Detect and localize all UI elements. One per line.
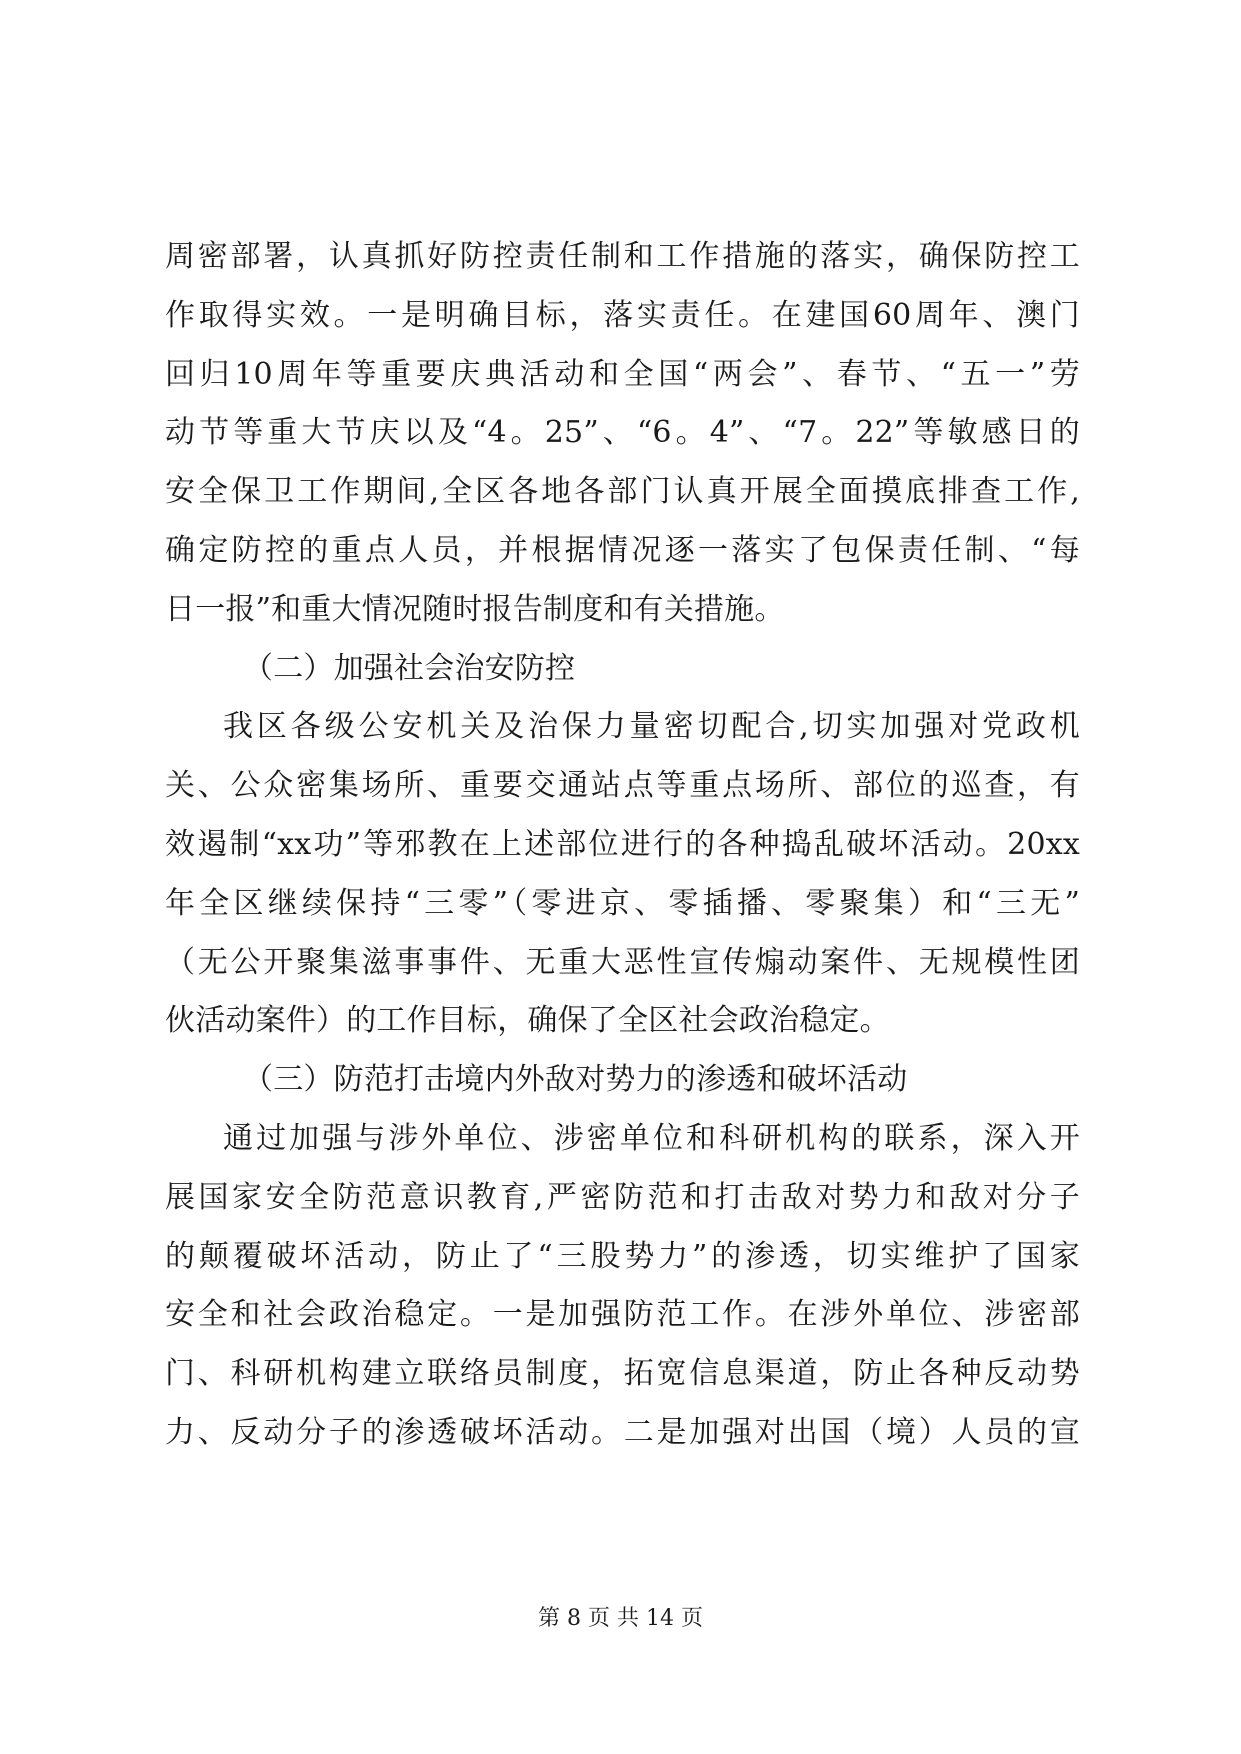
text-line: 效遏制“xx功”等邪教在上述部位进行的各种捣乱破坏活动。20xx xyxy=(165,826,1080,862)
text-line: 日一报”和重大情况随时报告制度和有关措施。 xyxy=(165,591,785,627)
text-line: 门、科研机构建立联络员制度，拓宽信息渠道，防止各种反动势 xyxy=(165,1356,1080,1392)
text-line: 安全保卫工作期间,全区各地各部门认真开展全面摸底排查工作, xyxy=(165,474,1080,510)
text-line: 回归10周年等重要庆典活动和全国“两会”、春节、“五一”劳 xyxy=(165,356,1080,392)
text-line: 关、公众密集场所、重要交通站点等重点场所、部位的巡查，有 xyxy=(165,768,1080,804)
text-line: （无公开聚集滋事事件、无重大恶性宣传煽动案件、无规模性团 xyxy=(165,944,1080,980)
text-line: 安全和社会政治稳定。一是加强防范工作。在涉外单位、涉密部 xyxy=(165,1297,1080,1333)
text-line: 展国家安全防范意识教育,严密防范和打击敌对势力和敌对分子 xyxy=(165,1179,1080,1215)
text-line: 力、反动分子的渗透破坏活动。二是加强对出国（境）人员的宣 xyxy=(165,1414,1080,1450)
text-line: 周密部署，认真抓好防控责任制和工作措施的落实，确保防控工 xyxy=(165,239,1080,274)
text-line: 动节等重大节庆以及“4。25”、“6。4”、“7。22”等敏感日的 xyxy=(165,415,1080,451)
paragraph-first-line: 我区各级公安机关及治保力量密切配合,切实加强对党政机 xyxy=(223,709,1080,745)
text-line: 年全区继续保持“三零”（零进京、零插播、零聚集）和“三无” xyxy=(165,885,1080,921)
paragraph-first-line: 通过加强与涉外单位、涉密单位和科研机构的联系，深入开 xyxy=(223,1120,1080,1156)
document-body xyxy=(165,228,1080,1463)
text-line: 作取得实效。一是明确目标，落实责任。在建国60周年、澳门 xyxy=(165,297,1080,333)
section-heading: （三）防范打击境内外敌对势力的渗透和破坏活动 xyxy=(243,1062,908,1098)
text-line: 确定防控的重点人员，并根据情况逐一落实了包保责任制、“每 xyxy=(165,532,1080,568)
page-number-footer: 第 8 页 共 14 页 xyxy=(538,1606,703,1631)
text-line: 伙活动案件）的工作目标，确保了全区社会政治稳定。 xyxy=(165,1003,890,1039)
text-line: 的颠覆破坏活动，防止了“三股势力”的渗透，切实维护了国家 xyxy=(165,1238,1080,1274)
section-heading: （二）加强社会治安防控 xyxy=(243,650,576,686)
